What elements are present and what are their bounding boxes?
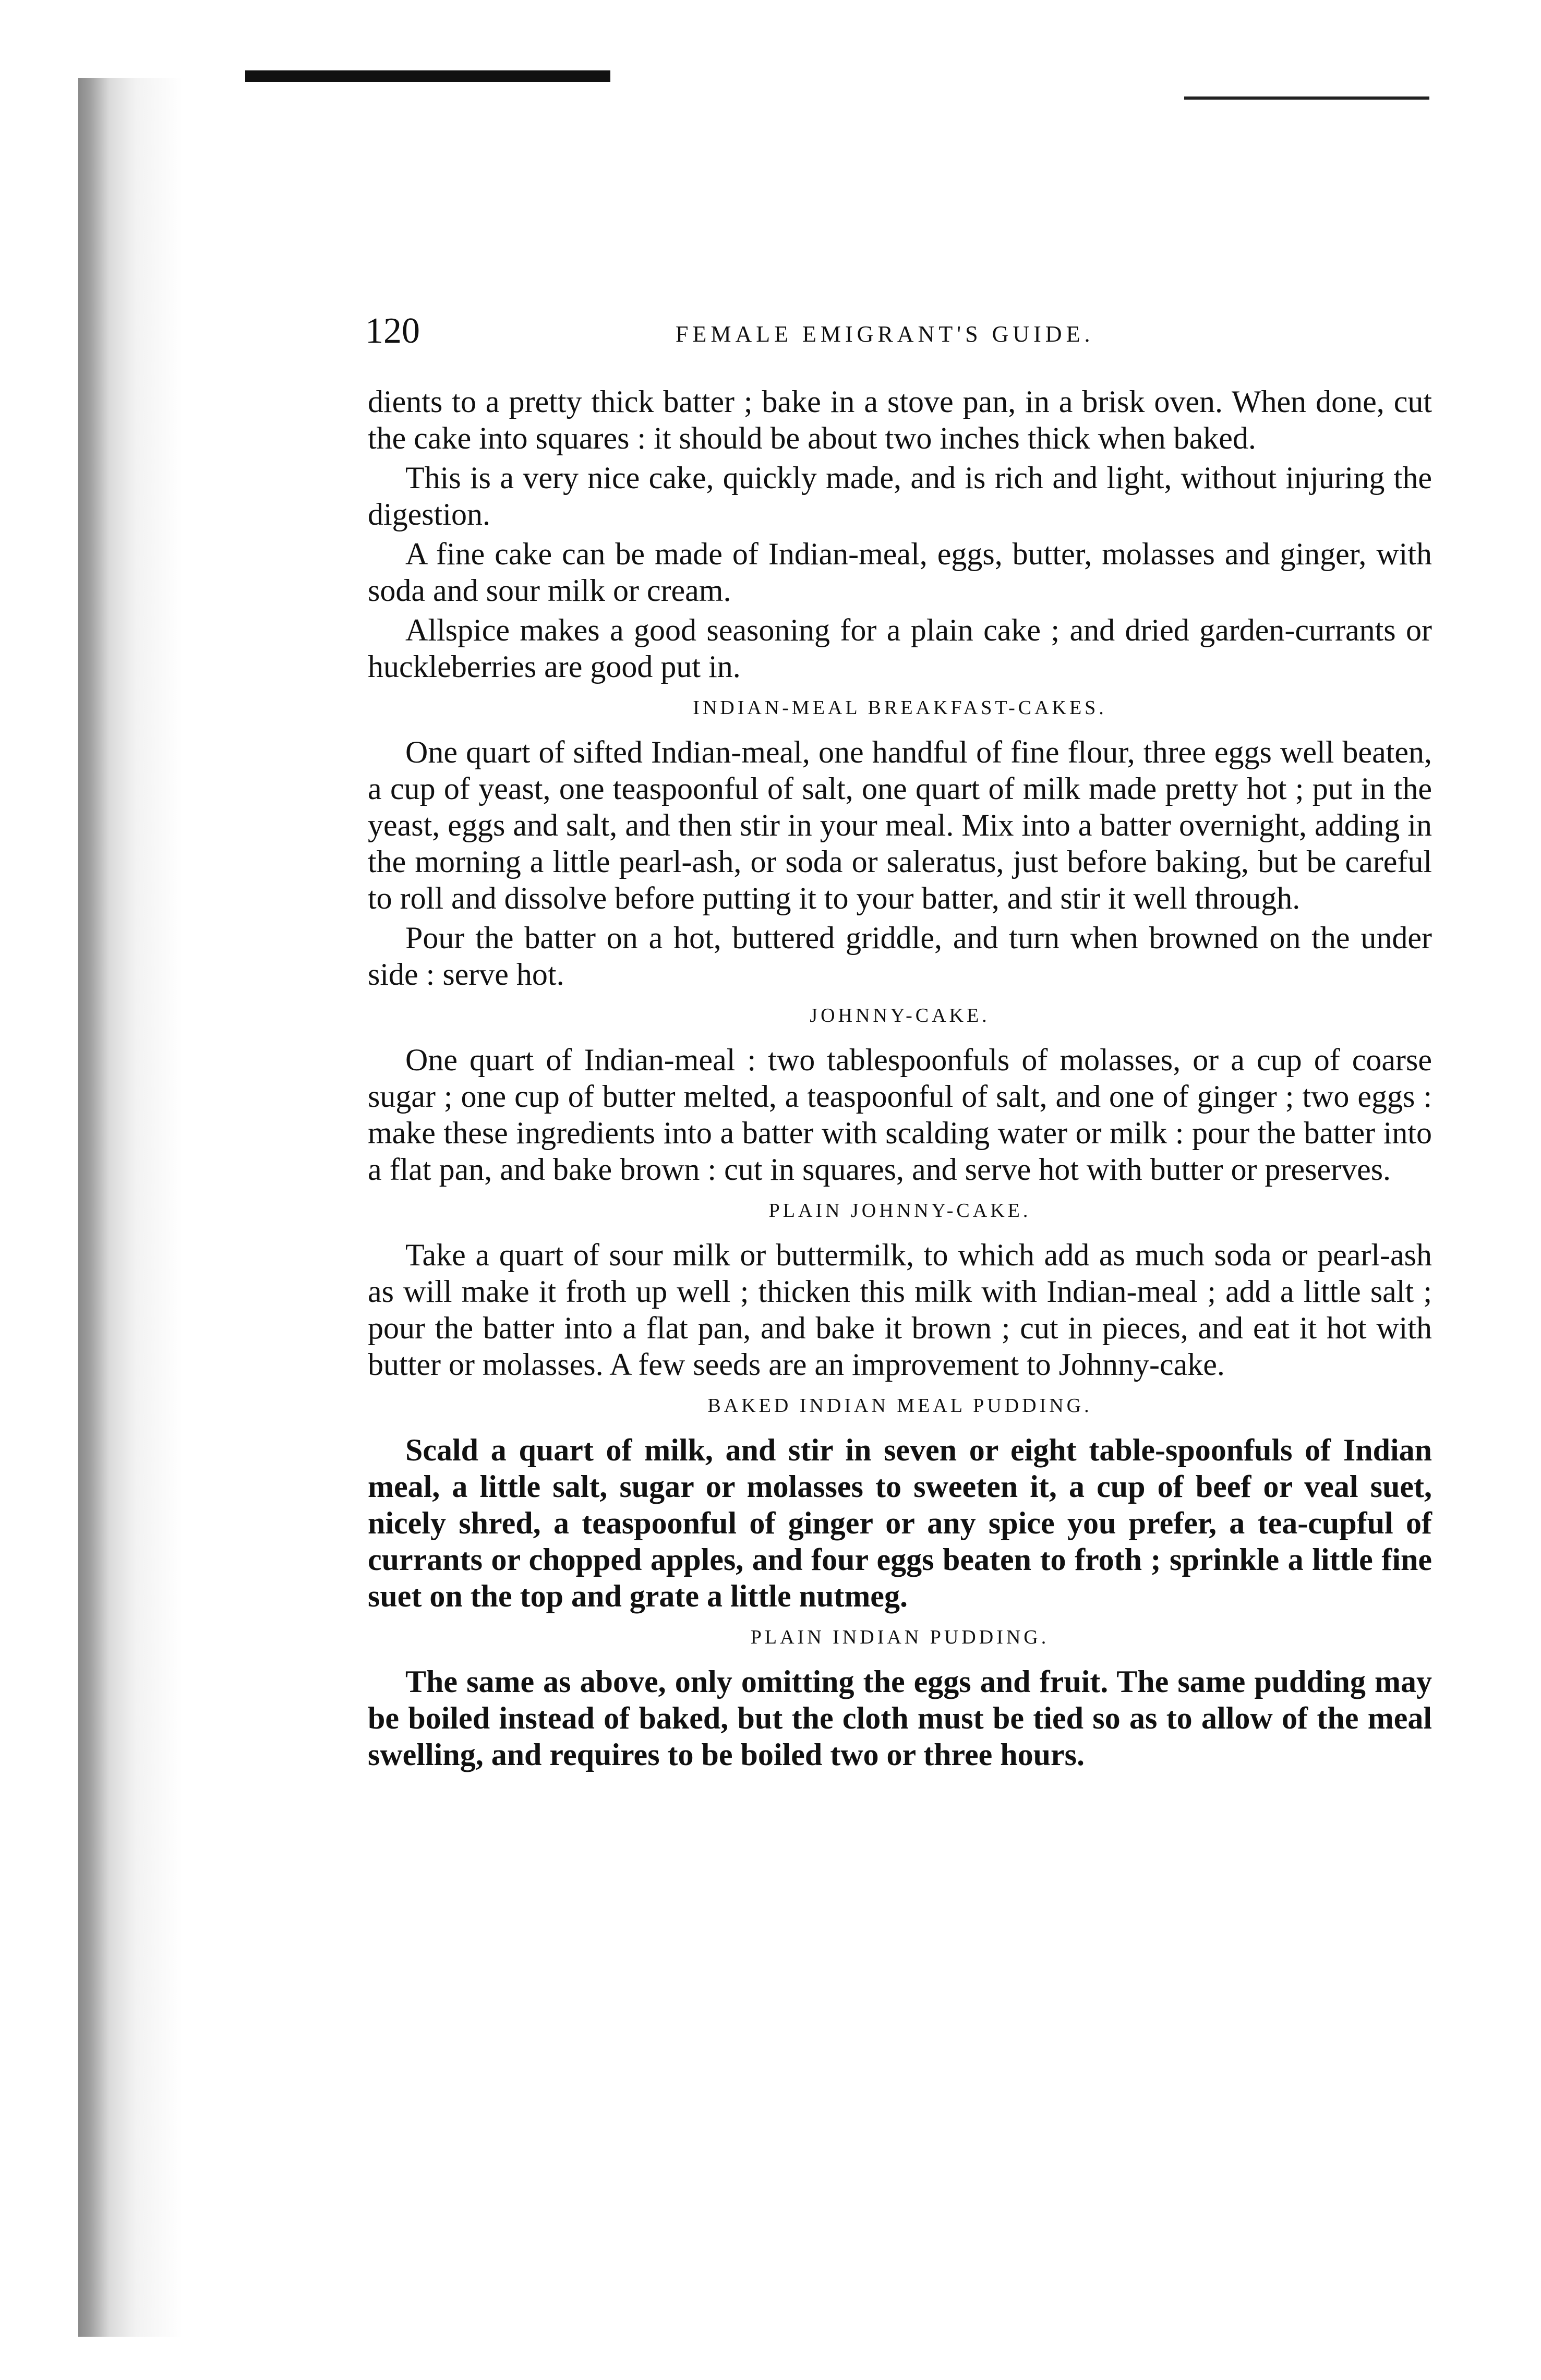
- section-heading-plain-johnny-cake: PLAIN JOHNNY-CAKE.: [768, 1200, 1031, 1222]
- paragraph: dients to a pretty thick batter ; bake in a stove pan, in a brisk oven. When done, cut the cake into squares : it should be about two inches thick when baked.: [368, 384, 1432, 455]
- paragraph: One quart of Indian-meal : two tablespoonfuls of molasses, or a cup of coarse sugar ; one cup of butter melted, a teaspoonful of salt, and one of ginger ; two eggs : make these ingredients into a batter with scalding water or milk : pour the batter into a flat pan, and bake brown : cut in squares, and serve hot with butter or preserves.: [368, 1043, 1432, 1187]
- page-number: 120: [365, 311, 420, 351]
- paragraph: One quart of sifted Indian-meal, one handful of fine flour, three eggs well beaten, a cup of yeast, one teaspoonful of salt, one quart of milk made pretty hot ; put in the yeast, eggs and salt, and then stir in your meal. Mix into a batter overnight, adding in the morning a little pearl-ash, or soda or saleratus, just before baking, but be careful to roll and dissolve before putting it to your batter, and stir it well through.: [368, 735, 1432, 915]
- page-body: [368, 383, 1432, 1776]
- page-header: [365, 310, 1435, 352]
- page-binding-edge: [78, 78, 183, 2337]
- top-right-rule: [1184, 96, 1429, 100]
- paragraph: Take a quart of sour milk or buttermilk, to which add as much soda or pearl-ash as will make it froth up well ; thicken this milk with Indian-meal ; add a little salt ; pour the batter into a flat pan, and bake it brown ; cut in pieces, and eat it hot with butter or molasses. A few seeds are an improvement to Johnny-cake.: [368, 1238, 1432, 1382]
- paragraph: This is a very nice cake, quickly made, and is rich and light, without injuring the digestion.: [368, 461, 1432, 531]
- paragraph: Scald a quart of milk, and stir in seven or eight table-spoonfuls of Indian meal, a little salt, sugar or molasses to sweeten it, a cup of beef or veal suet, nicely shred, a teaspoonful of ginger or any spice you prefer, a tea-cupful of currants or chopped apples, and four eggs beaten to froth ; sprinkle a little fine suet on the top and grate a little nutmeg.: [368, 1433, 1432, 1613]
- paragraph: A fine cake can be made of Indian-meal, eggs, butter, molasses and ginger, with soda and sour milk or cream.: [368, 537, 1432, 608]
- section-heading-plain-pudding: PLAIN INDIAN PUDDING.: [750, 1626, 1050, 1648]
- top-edge-rule: [245, 70, 610, 82]
- paragraph: Pour the batter on a hot, buttered griddle, and turn when browned on the under side : serve hot.: [368, 921, 1432, 992]
- paragraph: Allspice makes a good seasoning for a plain cake ; and dried garden-currants or huckleberries are good put in.: [368, 613, 1432, 684]
- running-title: FEMALE EMIGRANT'S GUIDE.: [676, 321, 1094, 347]
- section-heading-baked-pudding: BAKED INDIAN MEAL PUDDING.: [707, 1395, 1092, 1417]
- section-heading-johnny-cake: JOHNNY-CAKE.: [810, 1005, 990, 1026]
- paragraph: The same as above, only omitting the eggs and fruit. The same pudding may be boiled instead of baked, but the cloth must be tied so as to allow of the meal swelling, and requires to be boiled two or three hours.: [368, 1664, 1432, 1772]
- section-heading-breakfast-cakes: INDIAN-MEAL BREAKFAST-CAKES.: [693, 697, 1107, 719]
